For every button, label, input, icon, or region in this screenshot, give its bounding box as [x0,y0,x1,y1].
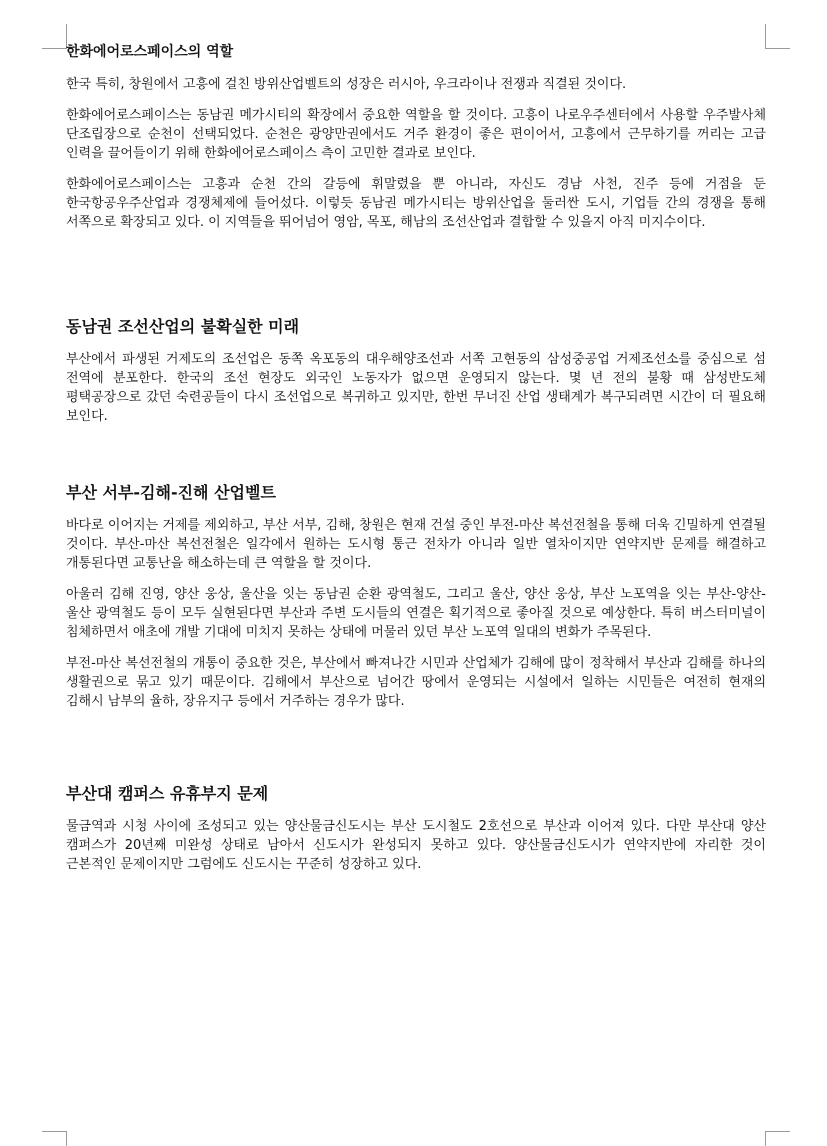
section-2-paragraph-2: 아울러 김해 진영, 양산 웅상, 울산을 잇는 동남권 순환 광역철도, 그리고 울산, 양산 웅상, 부산 노포역을 잇는 부산-양산-울산 광역철도 등이 모두 실현된다면 부산과 주변 도시들의 연결은 획기적으로 좋아질 것으로 예상한다. 특히 버스터미널이 침체하면서 애초에 개발 기대에 미치지 못하는 상태에 머물러 있던 부산 노포역 일대의 변화가 주목된다. [66,587,766,640]
section-1-paragraph-1: 부산에서 파생된 거제도의 조선업은 동쪽 옥포동의 대우해양조선과 서쪽 고현동의 삼성중공업 거제조선소를 중심으로 섬 전역에 분포한다. 한국의 조선 현장도 외국인 노동자가 없으면 운영되지 않는다. 몇 년 전의 불황 때 삼성반도체 평택공장으로 갔던 숙련공들이 다시 조선업으로 복귀하고 있지만, 한번 무너진 산업 생태계가 복구되려면 시간이 더 필요해 보인다. [66,352,766,424]
crop-mark-top-right [765,24,790,49]
section-heading-industrial-belt: 부산 서부-김해-진해 산업벨트 [66,483,276,502]
crop-mark-bottom-right [765,1131,790,1146]
intro-paragraph-3: 한화에어로스페이스는 고흥과 순천 간의 갈등에 휘말렸을 뿐 아니라, 자신도 경남 사천, 진주 등에 거점을 둔 한국항공우주산업과 경쟁체제에 들어섰다. 이렇듯 동남권 메가시티는 방위산업을 둘러싼 도시, 기업들 간의 경쟁을 통해 서쪽으로 확장되고 있다. 이 지역들을 뛰어넘어 영암, 목포, 해남의 조선산업과 결합할 수 있을지 아직 미지수이다. [66,177,766,230]
intro-paragraph-1: 한국 특히, 창원에서 고흥에 걸친 방위산업벨트의 성장은 러시아, 우크라이나 전쟁과 직결된 것이다. [66,77,627,92]
section-2-paragraph-3: 부전-마산 복선전철의 개통이 중요한 것은, 부산에서 빠져나간 시민과 산업체가 김해에 많이 정착해서 부산과 김해를 하나의 생활권으로 묶고 있기 때문이다. 김해에서 부산으로 넘어간 땅에서 운영되는 시설에서 일하는 시민들은 여전히 현재의 김해시 남부의 율하, 장유지구 등에서 거주하는 경우가 많다. [66,656,766,709]
intro-paragraph-2: 한화에어로스페이스는 동남권 메가시티의 확장에서 중요한 역할을 할 것이다. 고흥이 나로우주센터에서 사용할 우주발사체 단조립장으로 순천이 선택되었다. 순천은 광양만권에서도 거주 환경이 좋은 편이어서, 고흥에서 근무하기를 꺼리는 고급 인력을 끌어들이기 위해 한화에어로스페이스 측이 고민한 결과로 보인다. [66,108,766,161]
section-heading-shipbuilding: 동남권 조선산업의 불확실한 미래 [66,317,300,336]
section-3-paragraph-1: 물금역과 시청 사이에 조성되고 있는 양산물금신도시는 부산 도시철도 2호선으로 부산과 이어져 있다. 다만 부산대 양산 캠퍼스가 20년째 미완성 상태로 남아서 신도시가 완성되지 못하고 있다. 양산물금신도시가 연약지반에 자리한 것이 근본적인 문제이지만 그럼에도 신도시는 꾸준히 성장하고 있다. [66,819,766,872]
section-heading-campus-land: 부산대 캠퍼스 유휴부지 문제 [66,784,269,803]
document-title: 한화에어로스페이스의 역할 [66,44,234,60]
section-2-paragraph-1: 바다로 이어지는 거제를 제외하고, 부산 서부, 김해, 창원은 현재 건설 중인 부전-마산 복선전철을 통해 더욱 긴밀하게 연결될 것이다. 부산-마산 복선전철은 일각에서 원하는 도시형 통근 전차가 아니라 일반 열차이지만 연약지반 문제를 해결하고 개통된다면 교통난을 해소하는데 큰 역할을 할 것이다. [66,518,766,571]
crop-mark-bottom-left [42,1131,67,1146]
document-body[interactable] [66,42,766,886]
crop-mark-top-left [42,24,67,49]
